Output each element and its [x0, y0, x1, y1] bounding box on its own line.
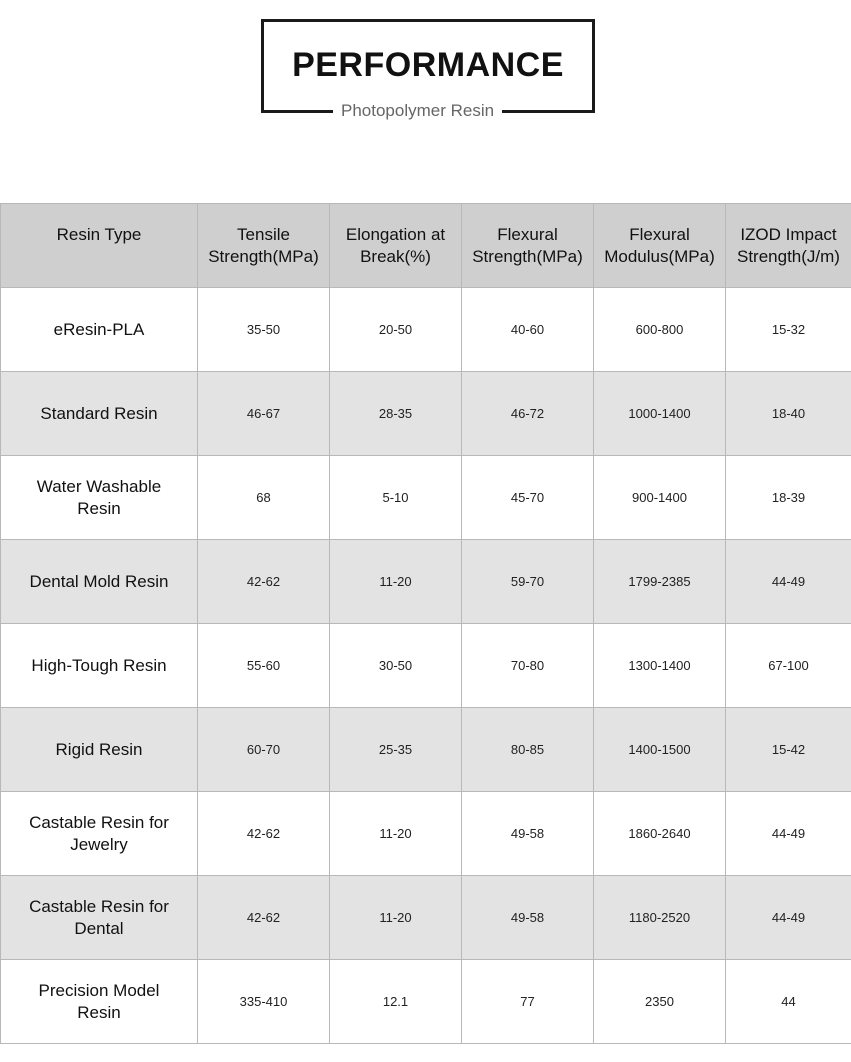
- izod-cell: 18-39: [726, 456, 851, 540]
- flexural-strength-cell: 45-70: [462, 456, 594, 540]
- elongation-cell: 30-50: [330, 624, 462, 708]
- column-header-flexural-modulus: Flexural Modulus(MPa): [594, 204, 726, 288]
- tensile-cell: 46-67: [198, 372, 330, 456]
- table-row: [1, 624, 851, 708]
- elongation-cell: 12.1: [330, 960, 462, 1044]
- resin-type-cell: High-Tough Resin: [1, 624, 198, 708]
- subtitle-divider-left: [261, 110, 333, 113]
- column-header-elongation: Elongation at Break(%): [330, 204, 462, 288]
- table-row: [1, 540, 851, 624]
- flexural-modulus-cell: 1180-2520: [594, 876, 726, 960]
- column-header-resin-type: Resin Type: [1, 204, 198, 288]
- tensile-cell: 68: [198, 456, 330, 540]
- column-header-flexural-strength: Flexural Strength(MPa): [462, 204, 594, 288]
- izod-cell: 15-32: [726, 288, 851, 372]
- flexural-modulus-cell: 1799-2385: [594, 540, 726, 624]
- resin-type-cell: Dental Mold Resin: [1, 540, 198, 624]
- resin-type-cell: Precision Model Resin: [1, 960, 198, 1044]
- flexural-modulus-cell: 1860-2640: [594, 792, 726, 876]
- table-row: [1, 708, 851, 792]
- performance-table-container: [0, 203, 851, 1044]
- table-row: [1, 960, 851, 1044]
- tensile-cell: 60-70: [198, 708, 330, 792]
- flexural-strength-cell: 77: [462, 960, 594, 1044]
- elongation-cell: 20-50: [330, 288, 462, 372]
- flexural-modulus-cell: 1000-1400: [594, 372, 726, 456]
- resin-type-cell: Standard Resin: [1, 372, 198, 456]
- elongation-cell: 25-35: [330, 708, 462, 792]
- column-header-izod-impact: IZOD Impact Strength(J/m): [726, 204, 851, 288]
- izod-cell: 44-49: [726, 876, 851, 960]
- subtitle-divider-right: [502, 110, 595, 113]
- resin-type-cell: Castable Resin for Dental: [1, 876, 198, 960]
- tensile-cell: 35-50: [198, 288, 330, 372]
- elongation-cell: 11-20: [330, 876, 462, 960]
- flexural-modulus-cell: 1400-1500: [594, 708, 726, 792]
- elongation-cell: 11-20: [330, 540, 462, 624]
- table-row: [1, 456, 851, 540]
- tensile-cell: 42-62: [198, 540, 330, 624]
- subtitle-row: [261, 100, 595, 122]
- table-row: [1, 372, 851, 456]
- elongation-cell: 11-20: [330, 792, 462, 876]
- izod-cell: 18-40: [726, 372, 851, 456]
- flexural-strength-cell: 49-58: [462, 792, 594, 876]
- flexural-modulus-cell: 600-800: [594, 288, 726, 372]
- flexural-modulus-cell: 1300-1400: [594, 624, 726, 708]
- flexural-modulus-cell: 2350: [594, 960, 726, 1044]
- tensile-cell: 335-410: [198, 960, 330, 1044]
- page-title: PERFORMANCE: [292, 46, 564, 84]
- resin-type-cell: Water Washable Resin: [1, 456, 198, 540]
- elongation-cell: 5-10: [330, 456, 462, 540]
- table-row: [1, 876, 851, 960]
- flexural-strength-cell: 59-70: [462, 540, 594, 624]
- izod-cell: 44: [726, 960, 851, 1044]
- flexural-modulus-cell: 900-1400: [594, 456, 726, 540]
- column-header-tensile-strength: Tensile Strength(MPa): [198, 204, 330, 288]
- flexural-strength-cell: 80-85: [462, 708, 594, 792]
- flexural-strength-cell: 49-58: [462, 876, 594, 960]
- resin-type-cell: Castable Resin for Jewelry: [1, 792, 198, 876]
- title-frame: [261, 19, 595, 112]
- izod-cell: 44-49: [726, 792, 851, 876]
- flexural-strength-cell: 46-72: [462, 372, 594, 456]
- table-header-row: [1, 204, 851, 288]
- table-row: [1, 792, 851, 876]
- izod-cell: 15-42: [726, 708, 851, 792]
- performance-table: [0, 203, 851, 1044]
- flexural-strength-cell: 40-60: [462, 288, 594, 372]
- tensile-cell: 55-60: [198, 624, 330, 708]
- izod-cell: 67-100: [726, 624, 851, 708]
- tensile-cell: 42-62: [198, 792, 330, 876]
- resin-type-cell: eResin-PLA: [1, 288, 198, 372]
- izod-cell: 44-49: [726, 540, 851, 624]
- tensile-cell: 42-62: [198, 876, 330, 960]
- page-subtitle: Photopolymer Resin: [341, 101, 495, 120]
- flexural-strength-cell: 70-80: [462, 624, 594, 708]
- resin-type-cell: Rigid Resin: [1, 708, 198, 792]
- table-row: [1, 288, 851, 372]
- elongation-cell: 28-35: [330, 372, 462, 456]
